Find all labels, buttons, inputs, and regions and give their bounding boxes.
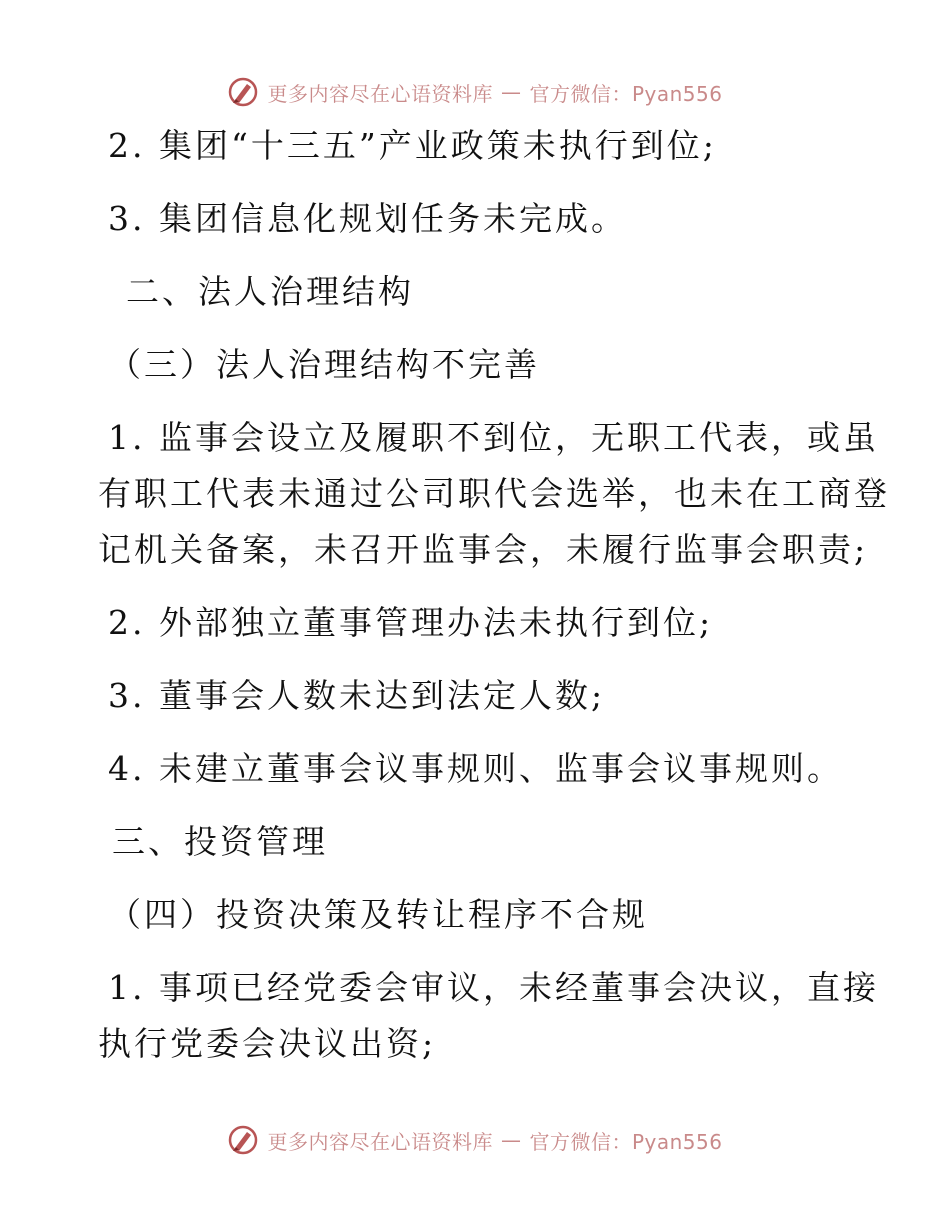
text-line: 3. 集团信息化规划任务未完成。 [108, 199, 627, 238]
watermark-separator: — [500, 80, 522, 104]
text-line: 有职工代表未通过公司职代会选举，也未在工商登 [98, 474, 890, 513]
text-line: 2. 外部独立董事管理办法未执行到位; [108, 603, 714, 642]
text-line: 1. 监事会设立及履职不到位，无职工代表，或虽 [108, 418, 879, 457]
section-heading: 二、法人治理结构 [126, 272, 414, 311]
subsection-heading: （四）投资决策及转让程序不合规 [108, 895, 648, 934]
text-line: 执行党委会决议出资; [98, 1024, 437, 1063]
section-heading: 三、投资管理 [112, 822, 328, 861]
watermark-text: 更多内容尽在心语资料库 [267, 81, 493, 106]
subsection-heading: （三）法人治理结构不完善 [108, 345, 540, 384]
watermark-wechat: 官方微信：Pyan556 [529, 81, 723, 106]
watermark-footer [0, 1120, 950, 1160]
text-line: 2. 集团“十三五”产业政策未执行到位; [108, 126, 717, 165]
text-line: 4. 未建立董事会议事规则、监事会议事规则。 [108, 749, 843, 788]
text-line: 记机关备案，未召开监事会，未履行监事会职责; [98, 530, 869, 569]
pen-logo-icon [227, 1124, 259, 1156]
watermark-wechat: 官方微信：Pyan556 [529, 1129, 723, 1154]
text-line: 3. 董事会人数未达到法定人数; [108, 676, 606, 715]
pen-logo-icon [227, 76, 259, 108]
watermark-header [0, 72, 950, 112]
watermark-separator: — [500, 1128, 522, 1152]
text-line: 1. 事项已经党委会审议，未经董事会决议，直接 [108, 968, 879, 1007]
watermark-text: 更多内容尽在心语资料库 [267, 1129, 493, 1154]
document-body [98, 118, 890, 1072]
